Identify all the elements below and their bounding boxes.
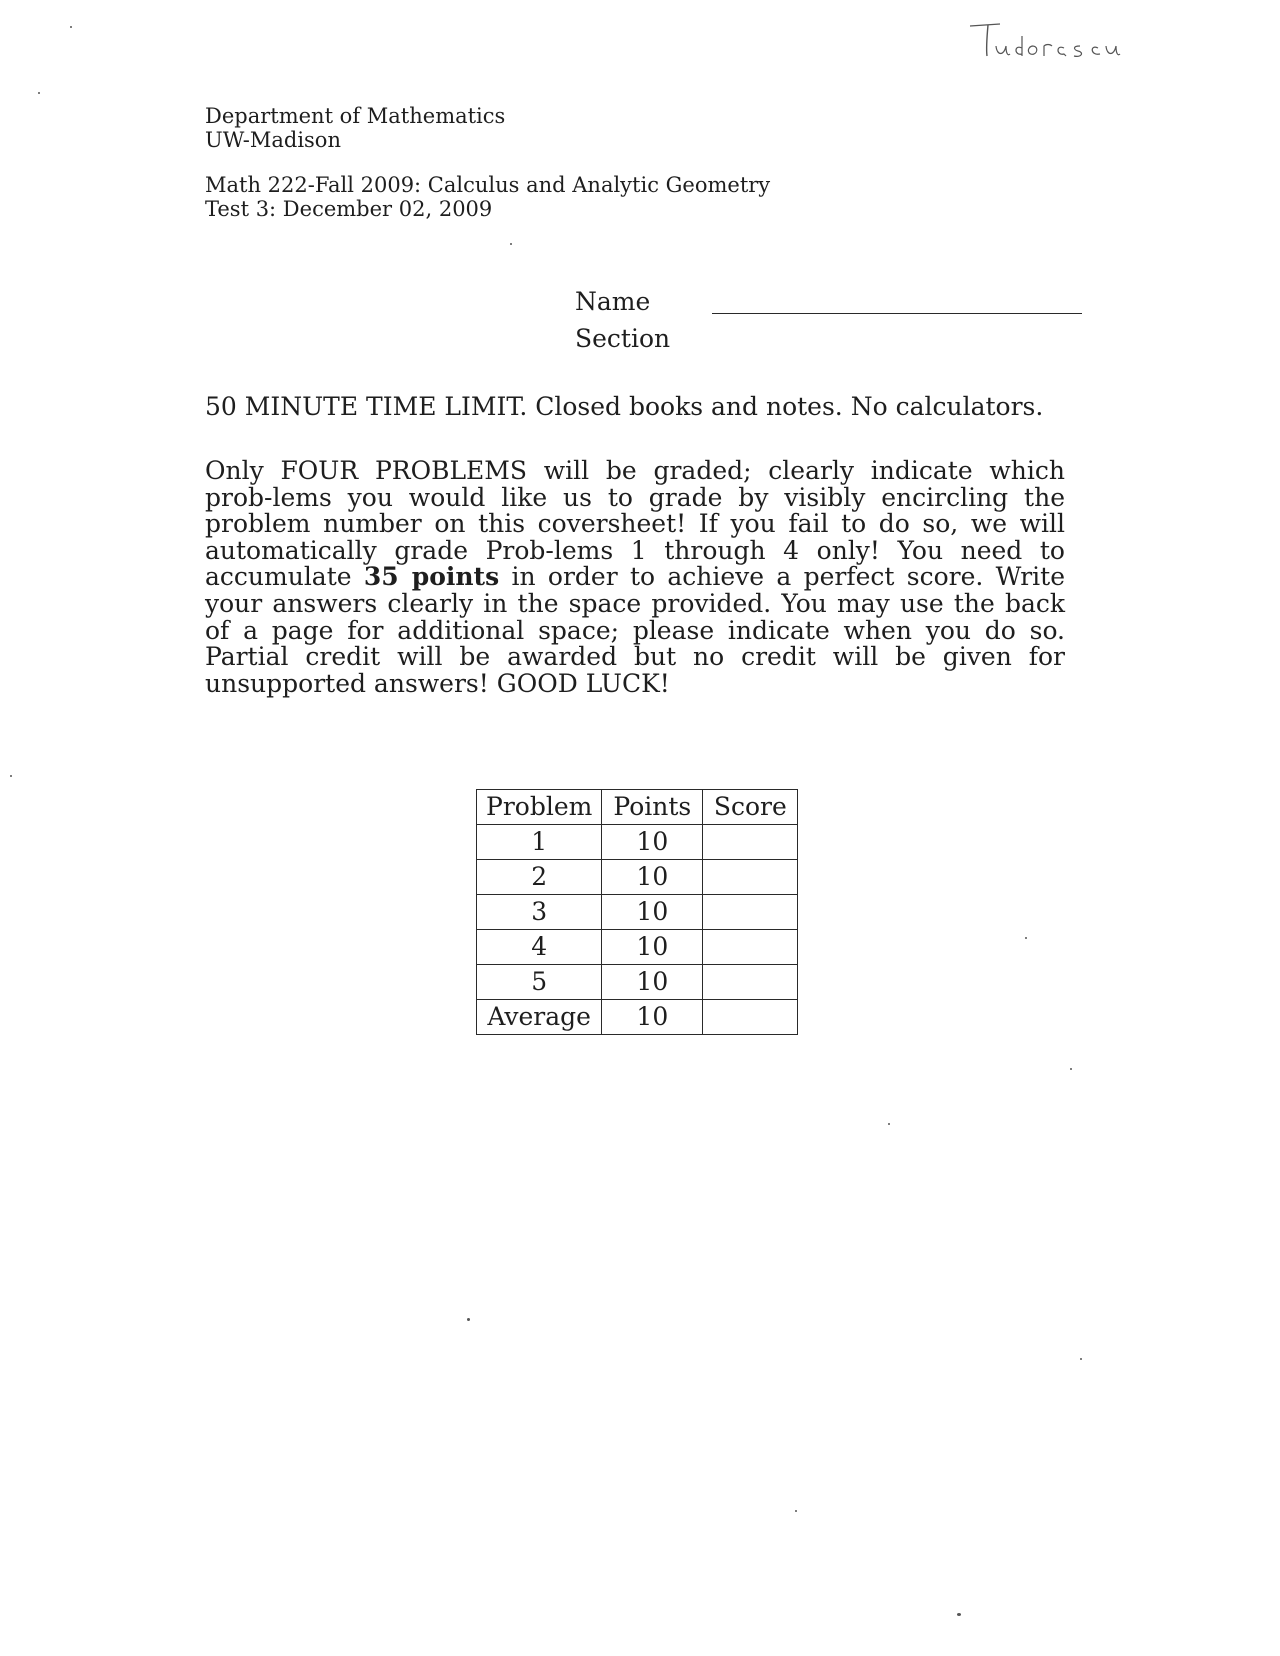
- problem-cell[interactable]: 5: [477, 965, 602, 1000]
- section-label: Section: [575, 324, 671, 353]
- points-cell: 10: [602, 860, 703, 895]
- scan-speck: [888, 1123, 890, 1125]
- score-cell[interactable]: [703, 860, 798, 895]
- scan-speck: [957, 1613, 961, 1616]
- scan-speck: [70, 26, 72, 28]
- course-title: Math 222-Fall 2009: Calculus and Analytic Geometry: [205, 173, 771, 197]
- scan-speck: [795, 1510, 797, 1512]
- table-row: [477, 1000, 798, 1035]
- test-title: Test 3: December 02, 2009: [205, 197, 493, 221]
- score-cell[interactable]: [703, 895, 798, 930]
- instructions-points: 35 points: [363, 562, 500, 592]
- problem-cell[interactable]: 4: [477, 930, 602, 965]
- scan-speck: [10, 775, 12, 777]
- scan-speck: [467, 1318, 470, 1321]
- score-cell[interactable]: [703, 965, 798, 1000]
- student-fields: [575, 283, 670, 357]
- university-name: UW-Madison: [205, 128, 341, 152]
- table-row: [477, 965, 798, 1000]
- points-cell: 10: [602, 930, 703, 965]
- instructions-paragraph: [205, 458, 1065, 697]
- department-name: Department of Mathematics: [205, 104, 506, 128]
- name-input-line[interactable]: [712, 313, 1082, 314]
- header-problem: Problem: [477, 790, 602, 825]
- scan-speck: [1070, 1068, 1072, 1070]
- time-limit-notice: 50 MINUTE TIME LIMIT. Closed books and notes. No calculators.: [205, 392, 1044, 421]
- handwritten-signature: [960, 16, 1160, 66]
- table-row: [477, 825, 798, 860]
- score-table: [476, 789, 798, 1035]
- table-row: [477, 860, 798, 895]
- instructions-part1: Only FOUR PROBLEMS will be graded; clearly indicate which prob-lems you would like us to grade by visibly encircling the problem number on this coversheet! If you fail to do so, we will automatically grade Prob-lems 1 through 4 only! You need to accumulate: [205, 456, 1065, 592]
- problem-cell[interactable]: 1: [477, 825, 602, 860]
- table-header-row: [477, 790, 798, 825]
- problem-cell[interactable]: 2: [477, 860, 602, 895]
- problem-cell[interactable]: 3: [477, 895, 602, 930]
- score-cell[interactable]: [703, 930, 798, 965]
- points-cell: 10: [602, 895, 703, 930]
- exam-header: [205, 104, 770, 221]
- scan-speck: [1080, 1358, 1082, 1360]
- score-cell[interactable]: [703, 825, 798, 860]
- score-cell[interactable]: [703, 1000, 798, 1035]
- points-cell: 10: [602, 1000, 703, 1035]
- problem-cell: Average: [477, 1000, 602, 1035]
- scan-speck: [1025, 937, 1027, 939]
- scan-speck: [510, 243, 512, 245]
- scan-speck: [38, 92, 40, 94]
- table-row: [477, 930, 798, 965]
- name-label: Name: [575, 287, 651, 316]
- table-row: [477, 895, 798, 930]
- points-cell: 10: [602, 965, 703, 1000]
- points-cell: 10: [602, 825, 703, 860]
- header-score: Score: [703, 790, 798, 825]
- header-points: Points: [602, 790, 703, 825]
- instructions-part2: in order to achieve a perfect score. Write your answers clearly in the space provided. You may use the back of a page for additional space; please indicate when you do so. Partial credit will be awarded but no credit will be given for unsupported answers! GOOD LUCK!: [205, 562, 1065, 698]
